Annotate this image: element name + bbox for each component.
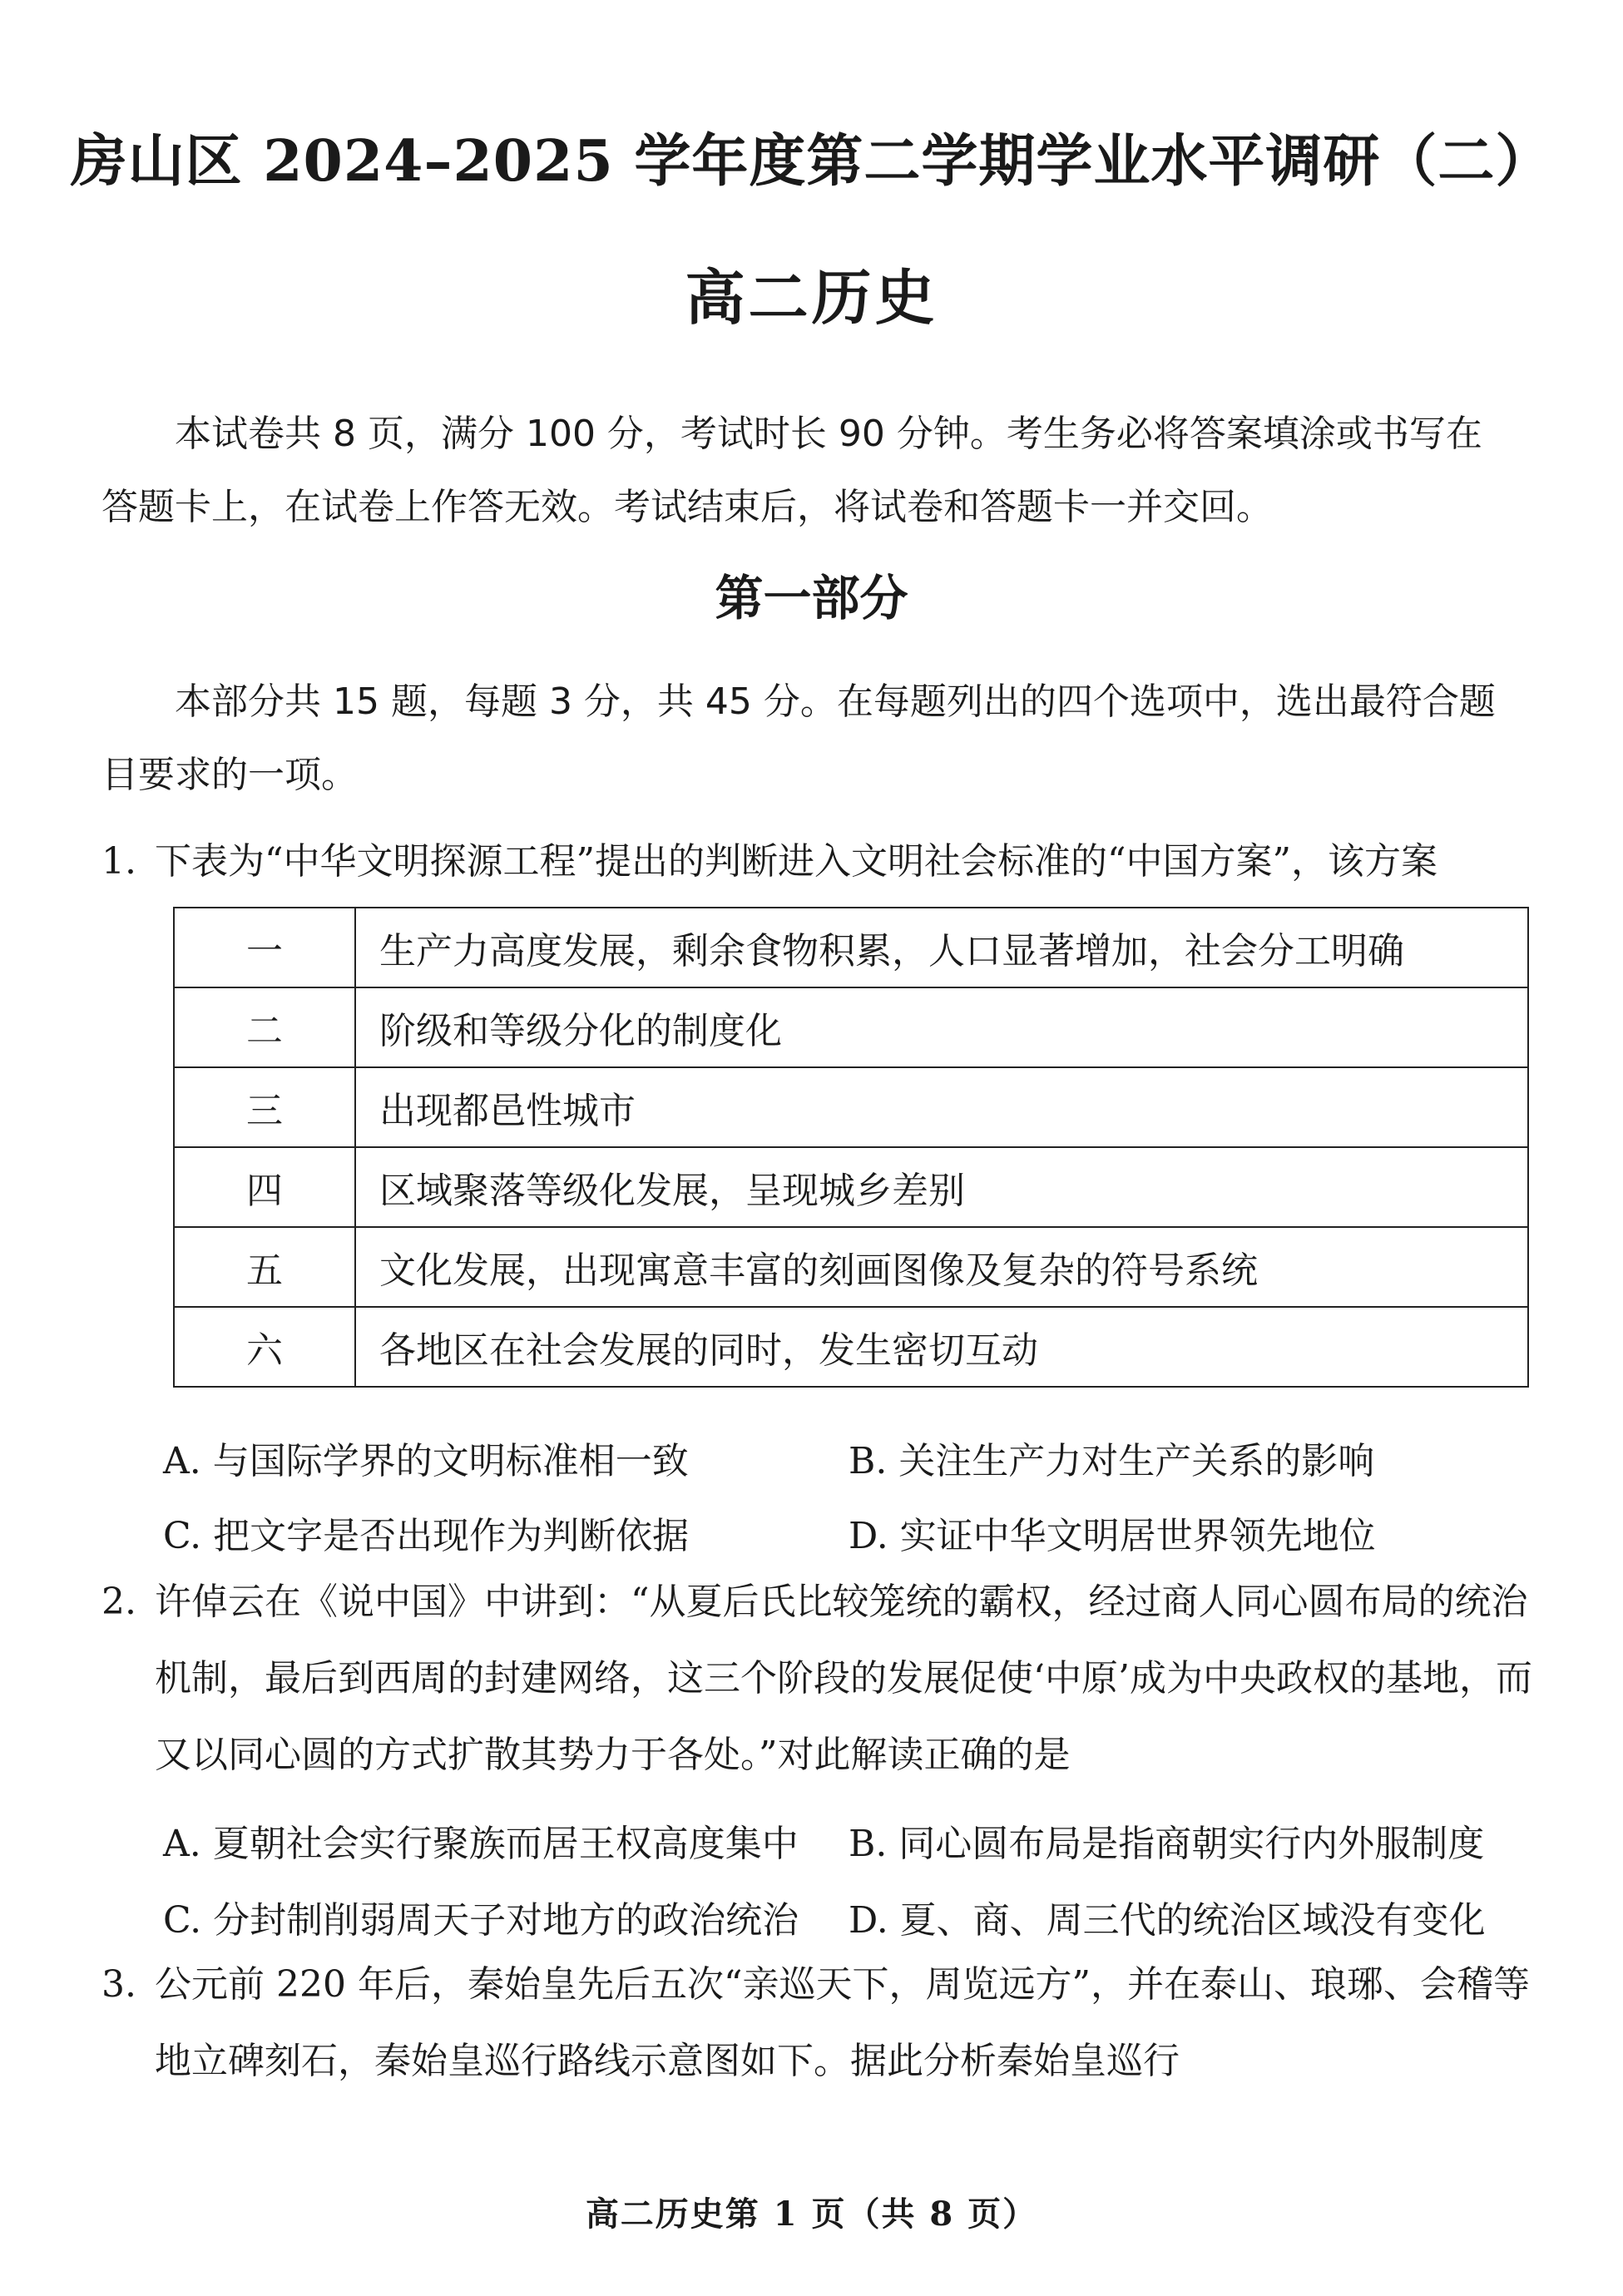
table-row xyxy=(174,1227,1528,1307)
question-1-option-a: A. 与国际学界的文明标准相一致 xyxy=(163,1440,689,1482)
civilization-standards-table xyxy=(173,907,1529,1388)
table-cell-text: 各地区在社会发展的同时，发生密切互动 xyxy=(355,1307,1528,1387)
table-cell-text: 阶级和等级分化的制度化 xyxy=(355,987,1528,1067)
table-cell-number: 四 xyxy=(174,1147,355,1227)
table-cell-number: 三 xyxy=(174,1067,355,1147)
question-2-option-d: D. 夏、商、周三代的统治区域没有变化 xyxy=(849,1899,1486,1942)
question-1-option-b: B. 关注生产力对生产关系的影响 xyxy=(849,1440,1375,1482)
table-cell-number: 一 xyxy=(174,908,355,987)
part-one-title: 第一部分 xyxy=(715,570,908,626)
question-1 xyxy=(101,824,1532,900)
question-1-option-d: D. 实证中华文明居世界领先地位 xyxy=(849,1515,1376,1557)
table-row xyxy=(174,1147,1528,1227)
question-3 xyxy=(101,1947,1532,2100)
exam-instructions: 本试卷共 8 页，满分 100 分，考试时长 90 分钟。考生务必将答案填涂或书写在答题卡上，在试卷上作答无效。考试结束后，将试卷和答题卡一并交回。 xyxy=(101,413,1482,528)
question-2 xyxy=(101,1564,1532,1794)
question-stem: 许倬云在《说中国》中讲到：“从夏后氏比较笼统的霸权，经过商人同心圆布局的统治机制，最后到西周的封建网络，这三个阶段的发展促使‘中原’成为中央政权的基地，而又以同心圆的方式扩散其势力于各处。”对此解读正确的是 xyxy=(155,1581,1532,1776)
table-cell-number: 六 xyxy=(174,1307,355,1387)
table-cell-number: 二 xyxy=(174,987,355,1067)
part-one-description: 本部分共 15 题，每题 3 分，共 45 分。在每题列出的四个选项中，选出最符合题目要求的一项。 xyxy=(101,680,1496,796)
question-stem: 下表为“中华文明探源工程”提出的判断进入文明社会标准的“中国方案”，该方案 xyxy=(155,840,1437,883)
table-row xyxy=(174,987,1528,1067)
question-stem: 公元前 220 年后，秦始皇先后五次“亲巡天下，周览远方”，并在泰山、琅琊、会稽等地立碑刻石，秦始皇巡行路线示意图如下。据此分析秦始皇巡行 xyxy=(155,1963,1530,2082)
question-2-option-a: A. 夏朝社会实行聚族而居王权高度集中 xyxy=(163,1823,799,1865)
question-number: 2. xyxy=(101,1581,136,1623)
table-row xyxy=(174,1307,1528,1387)
table-cell-text: 生产力高度发展，剩余食物积累，人口显著增加，社会分工明确 xyxy=(355,908,1528,987)
question-2-option-c: C. 分封制削弱周天子对地方的政治统治 xyxy=(163,1899,799,1942)
question-number: 3. xyxy=(101,1963,136,2006)
table-row xyxy=(174,1067,1528,1147)
question-2-option-b: B. 同心圆布局是指商朝实行内外服制度 xyxy=(849,1823,1485,1865)
table-cell-text: 文化发展，出现寓意丰富的刻画图像及复杂的符号系统 xyxy=(355,1227,1528,1307)
table-cell-text: 出现都邑性城市 xyxy=(355,1067,1528,1147)
table-cell-text: 区域聚落等级化发展，呈现城乡差别 xyxy=(355,1147,1528,1227)
exam-title: 房山区 2024–2025 学年度第二学期学业水平调研（二） xyxy=(70,128,1553,195)
table-row xyxy=(174,908,1528,987)
question-1-option-c: C. 把文字是否出现作为判断依据 xyxy=(163,1515,690,1557)
question-number: 1. xyxy=(101,840,136,883)
table-cell-number: 五 xyxy=(174,1227,355,1307)
page-footer: 高二历史第 1 页（共 8 页） xyxy=(585,2195,1038,2234)
subject-title: 高二历史 xyxy=(685,262,938,333)
